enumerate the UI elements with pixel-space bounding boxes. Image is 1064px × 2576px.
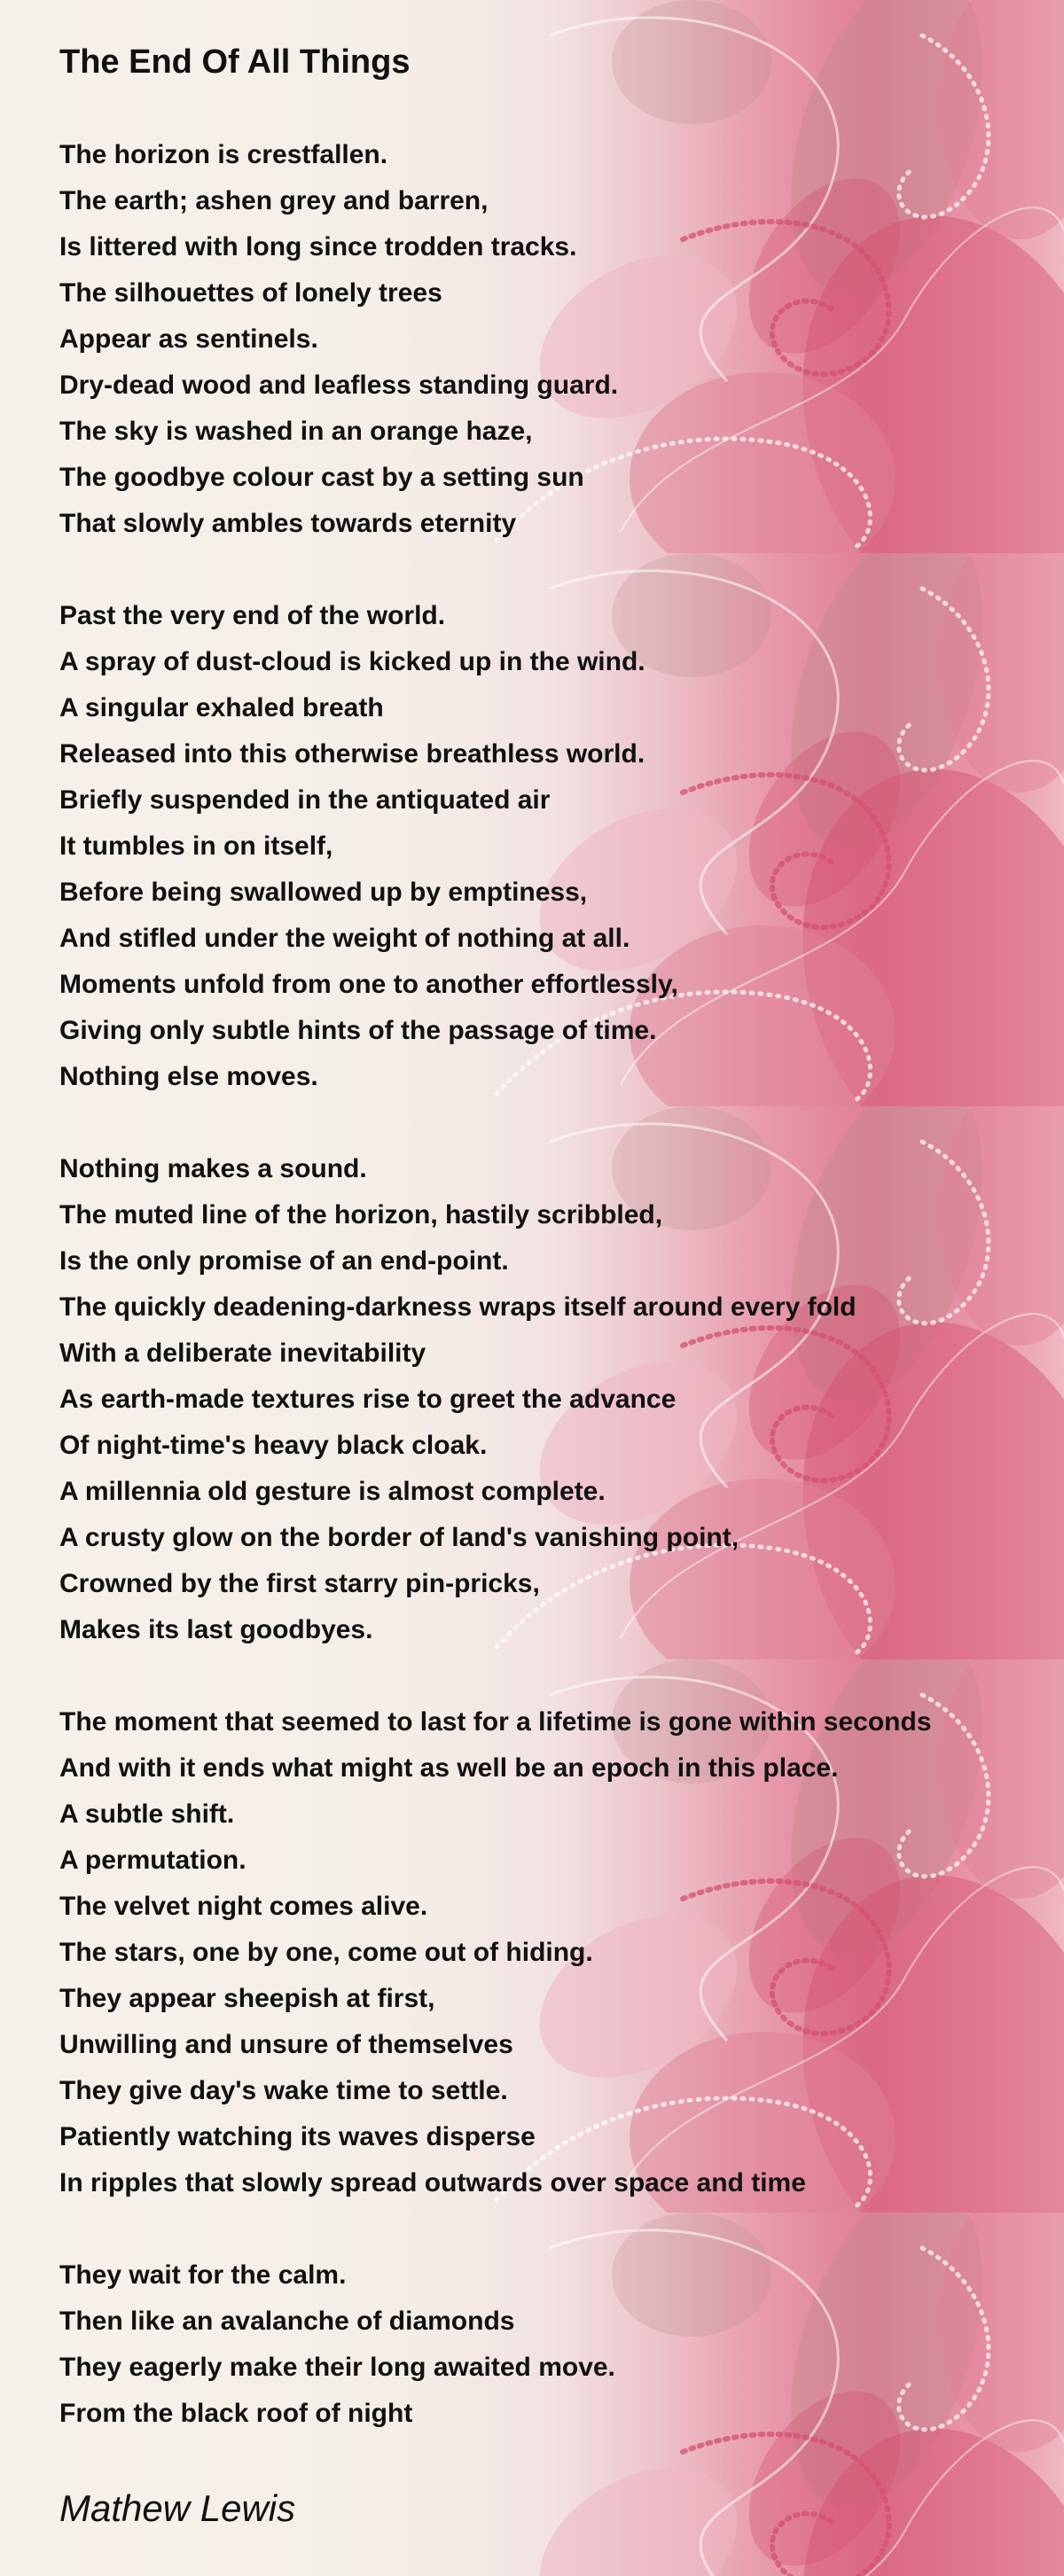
poem-line: From the black roof of night bbox=[59, 2399, 413, 2428]
poem-line: Nothing else moves. bbox=[59, 1062, 318, 1091]
poem-line: They eagerly make their long awaited move. bbox=[59, 2353, 615, 2382]
poem-line: A spray of dust-cloud is kicked up in the wind. bbox=[59, 647, 645, 676]
poem-line: The goodbye colour cast by a setting sun bbox=[59, 463, 584, 492]
poem-line: Makes its last goodbyes. bbox=[59, 1615, 373, 1644]
poem-line: The moment that seemed to last for a lifetime is gone within seconds bbox=[59, 1707, 932, 1737]
poem-line: Then like an avalanche of diamonds bbox=[59, 2307, 515, 2336]
poem-line: Nothing makes a sound. bbox=[59, 1154, 367, 1183]
poem-line: The silhouettes of lonely trees bbox=[59, 278, 442, 308]
poem-line: They appear sheepish at first, bbox=[59, 1984, 435, 2013]
poem-line: It tumbles in on itself, bbox=[59, 831, 333, 861]
poem-line: The horizon is crestfallen. bbox=[59, 140, 388, 169]
poem-line: In ripples that slowly spread outwards over space and time bbox=[59, 2168, 806, 2197]
poem-line: Briefly suspended in the antiquated air bbox=[59, 785, 551, 815]
stanza-4 bbox=[59, 1699, 932, 2206]
poem-line: Dry-dead wood and leafless standing guard. bbox=[59, 371, 619, 400]
poem-line: A millennia old gesture is almost complete. bbox=[59, 1477, 606, 1506]
poem-line: The earth; ashen grey and barren, bbox=[59, 186, 489, 215]
poem-line: The quickly deadening-darkness wraps itself around every fold bbox=[59, 1292, 857, 1322]
poem-line: Of night-time's heavy black cloak. bbox=[59, 1431, 488, 1460]
poem-line: And with it ends what might as well be an epoch in this place. bbox=[59, 1753, 839, 1783]
poem-line: And stifled under the weight of nothing at all. bbox=[59, 924, 630, 953]
poem-line: A singular exhaled breath bbox=[59, 693, 384, 722]
poem-line: With a deliberate inevitability bbox=[59, 1339, 426, 1368]
poem-line: They give day's wake time to settle. bbox=[59, 2076, 508, 2105]
stanza-2 bbox=[59, 593, 678, 1100]
poem-line: The sky is washed in an orange haze, bbox=[59, 417, 533, 446]
stanza-5 bbox=[59, 2252, 615, 2437]
poem-line: A permutation. bbox=[59, 1846, 246, 1875]
poem-line: Released into this otherwise breathless world. bbox=[59, 739, 645, 769]
poem-line: As earth-made textures rise to greet the advance bbox=[59, 1385, 677, 1414]
poem-line: They wait for the calm. bbox=[59, 2260, 347, 2290]
poem-line: A subtle shift. bbox=[59, 1799, 235, 1829]
poem-line: Unwilling and unsure of themselves bbox=[59, 2030, 513, 2059]
stanza-1 bbox=[59, 132, 618, 547]
poem-line: Past the very end of the world. bbox=[59, 601, 446, 630]
poem-line: Before being swallowed up by emptiness, bbox=[59, 878, 588, 907]
poem-line: Appear as sentinels. bbox=[59, 324, 318, 354]
poem-line: Giving only subtle hints of the passage of time. bbox=[59, 1016, 657, 1045]
poem-line: The stars, one by one, come out of hiding. bbox=[59, 1938, 593, 1967]
poem-line: Moments unfold from one to another effortlessly, bbox=[59, 970, 678, 999]
poem-line: The velvet night comes alive. bbox=[59, 1892, 428, 1921]
poem-line: Is the only promise of an end-point. bbox=[59, 1246, 509, 1276]
poem-line: The muted line of the horizon, hastily scribbled, bbox=[59, 1200, 663, 1229]
poem-line: That slowly ambles towards eternity bbox=[59, 509, 517, 538]
poem-line: Is littered with long since trodden tracks. bbox=[59, 232, 577, 262]
stanza-3 bbox=[59, 1146, 857, 1653]
poem-line: Patiently watching its waves disperse bbox=[59, 2122, 536, 2151]
poem-title: The End Of All Things bbox=[59, 43, 411, 81]
poem-line: Crowned by the first starry pin-pricks, bbox=[59, 1569, 540, 1598]
poem-author: Mathew Lewis bbox=[59, 2487, 296, 2529]
poem-line: A crusty glow on the border of land's vanishing point, bbox=[59, 1523, 739, 1552]
